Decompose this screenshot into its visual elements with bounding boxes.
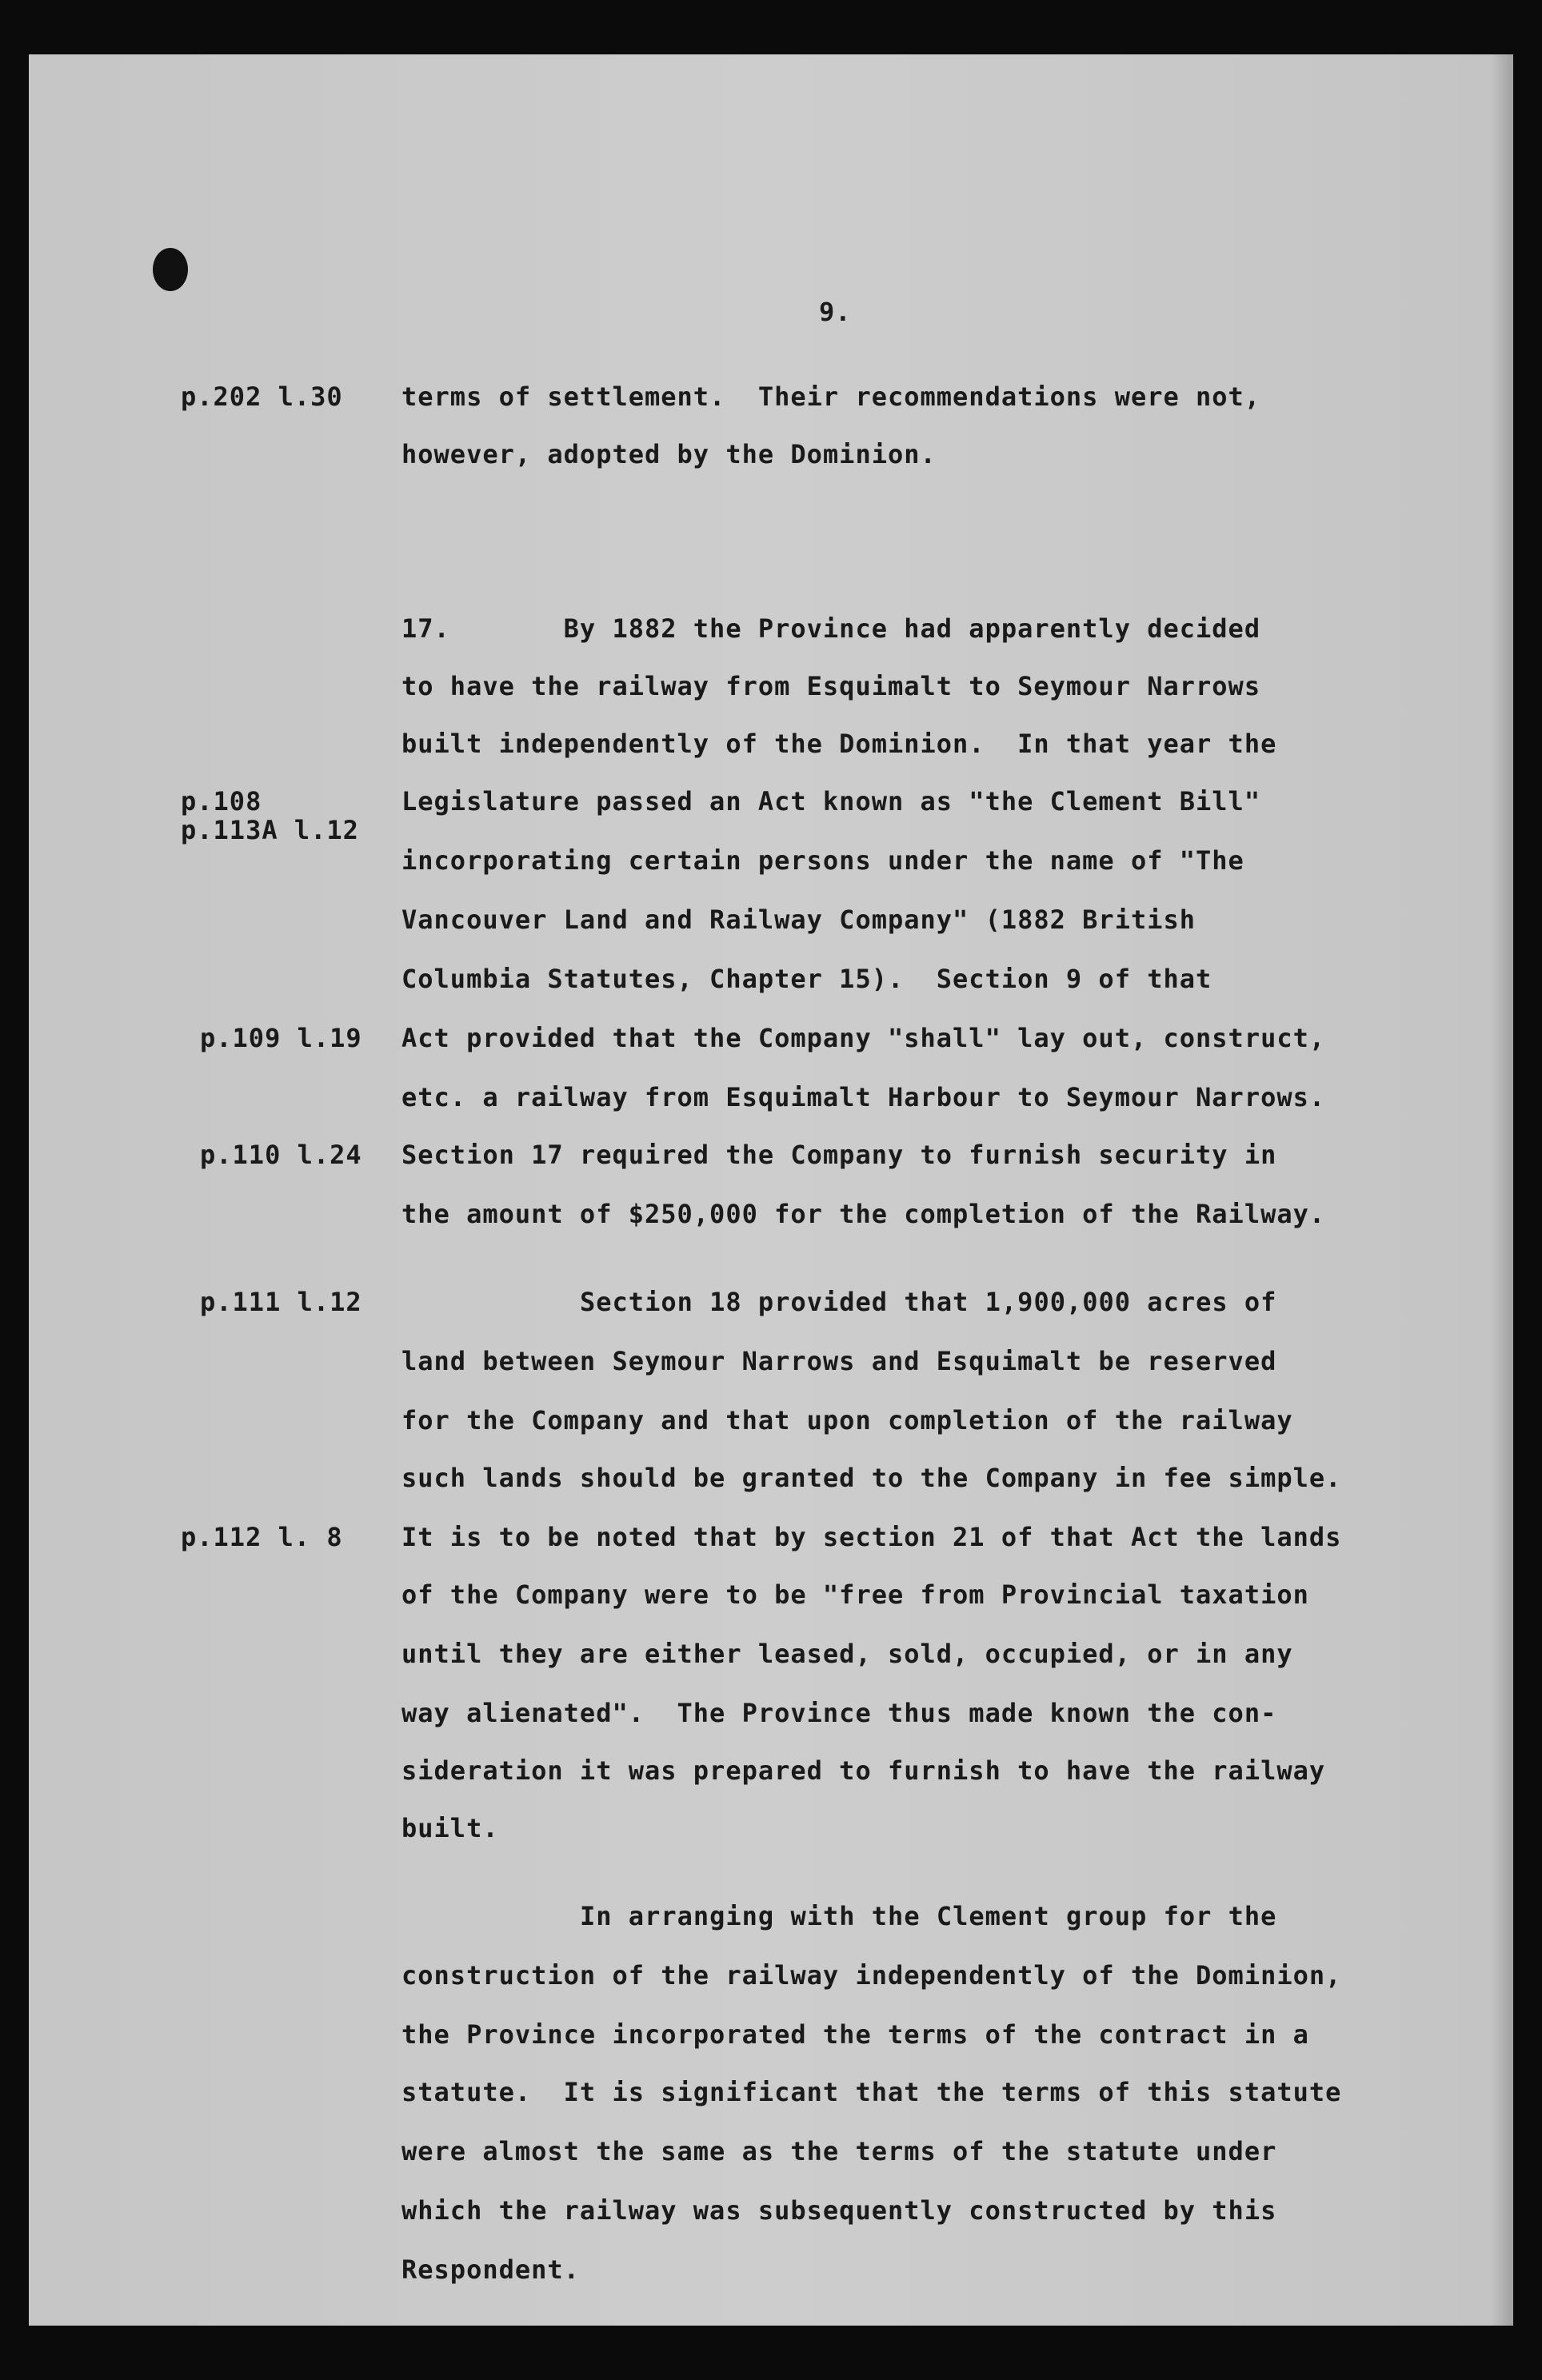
margin-ref: p.111 l.12 xyxy=(200,1287,362,1317)
document-page xyxy=(29,54,1513,2326)
margin-ref: p.110 l.24 xyxy=(200,1140,362,1170)
body-line: were almost the same as the terms of the statute under xyxy=(401,2136,1277,2166)
body-line: of the Company were to be "free from Provincial taxation xyxy=(401,1579,1309,1610)
margin-ref: p.112 l. 8 xyxy=(181,1522,343,1552)
body-line: which the railway was subsequently constructed by this xyxy=(401,2195,1277,2226)
body-line: built. xyxy=(401,1813,499,1843)
body-line: built independently of the Dominion. In that year the xyxy=(401,729,1277,759)
body-line: Section 17 required the Company to furnish security in xyxy=(401,1140,1277,1170)
body-line: In arranging with the Clement group for the xyxy=(580,1901,1277,1931)
margin-ref: p.113A l.12 xyxy=(181,815,359,845)
margin-ref: p.109 l.19 xyxy=(200,1023,362,1053)
body-line: incorporating certain persons under the name of "The xyxy=(401,845,1244,876)
body-line: the Province incorporated the terms of the contract in a xyxy=(401,2019,1309,2050)
body-line: etc. a railway from Esquimalt Harbour to Seymour Narrows. xyxy=(401,1082,1326,1112)
page-number: 9. xyxy=(819,297,852,327)
body-line: such lands should be granted to the Company in fee simple. xyxy=(401,1463,1342,1493)
body-line: Respondent. xyxy=(401,2254,580,2285)
body-line: It is to be noted that by section 21 of that Act the lands xyxy=(401,1522,1342,1552)
body-line: however, adopted by the Dominion. xyxy=(401,439,937,469)
body-line: 17. By 1882 the Province had apparently decided xyxy=(401,613,1261,644)
margin-ref: p.202 l.30 xyxy=(181,381,343,412)
margin-ref: p.108 xyxy=(181,786,262,817)
body-line: construction of the railway independently of the Dominion, xyxy=(401,1960,1342,1991)
body-line: Columbia Statutes, Chapter 15). Section 9 of that xyxy=(401,964,1212,994)
body-line: Legislature passed an Act known as "the Clement Bill" xyxy=(401,786,1261,817)
body-line: way alienated". The Province thus made known the con- xyxy=(401,1698,1277,1728)
body-line: statute. It is significant that the terms of this statute xyxy=(401,2077,1342,2107)
body-line: until they are either leased, sold, occupied, or in any xyxy=(401,1639,1293,1669)
punch-hole-mark xyxy=(153,248,188,291)
body-line: for the Company and that upon completion of the railway xyxy=(401,1405,1293,1436)
body-line: Act provided that the Company "shall" lay out, construct, xyxy=(401,1023,1326,1053)
body-line: terms of settlement. Their recommendations were not, xyxy=(401,381,1261,412)
body-line: land between Seymour Narrows and Esquimalt be reserved xyxy=(401,1346,1277,1376)
body-line: Section 18 provided that 1,900,000 acres of xyxy=(580,1287,1277,1317)
body-line: to have the railway from Esquimalt to Seymour Narrows xyxy=(401,671,1261,701)
body-line: Vancouver Land and Railway Company" (1882 British xyxy=(401,904,1196,935)
body-line: sideration it was prepared to furnish to have the railway xyxy=(401,1755,1326,1786)
body-line: the amount of $250,000 for the completion of the Railway. xyxy=(401,1199,1326,1229)
